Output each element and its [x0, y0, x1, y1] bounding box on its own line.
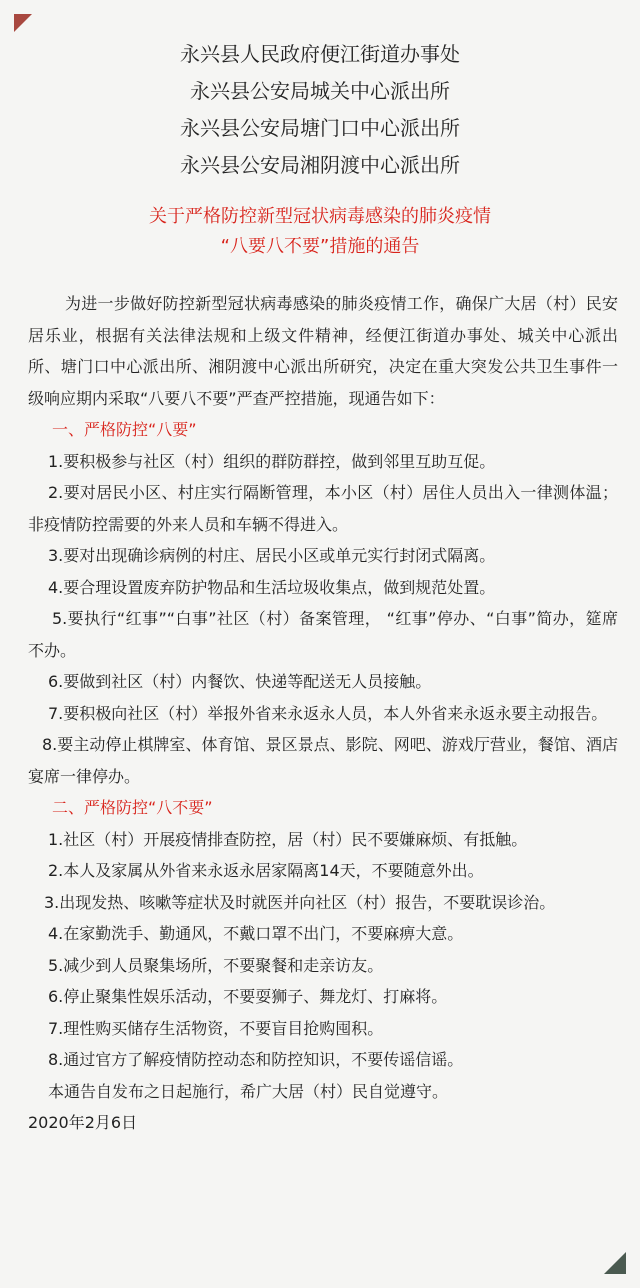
list-item: 4.要合理设置废弃防护物品和生活垃圾收集点，做到规范处置。 [48, 577, 496, 597]
issuer-line: 永兴县公安局塘门口中心派出所 [180, 116, 460, 140]
issuing-authorities [0, 36, 640, 184]
title-line-2: “八要八不要”措施的通告 [220, 236, 420, 257]
issuer-line: 永兴县人民政府便江街道办事处 [180, 42, 460, 66]
list-item: 2.本人及家属从外省来永返永居家隔离14天，不要随意外出。 [48, 861, 484, 880]
issuer-line: 永兴县公安局湘阴渡中心派出所 [180, 153, 460, 177]
publish-date: 2020年2月6日 [28, 1113, 138, 1132]
list-item: 6.停止聚集性娱乐活动，不要耍狮子、舞龙灯、打麻将。 [48, 987, 448, 1006]
section-heading-eight-musts: 一、严格防控“八要” [52, 420, 197, 439]
list-item: 8.要主动停止棋牌室、体育馆、景区景点、影院、网吧、游戏厅营业，餐馆、酒店宴席一律停办。 [28, 735, 618, 786]
corner-decoration-top-left [14, 14, 32, 32]
list-item: 6.要做到社区（村）内餐饮、快递等配送无人员接触。 [48, 672, 432, 691]
title-line-1: 关于严格防控新型冠状病毒感染的肺炎疫情 [149, 206, 491, 227]
list-item: 5.减少到人员聚集场所，不要聚餐和走亲访友。 [48, 955, 384, 975]
list-item: 7.理性购买储存生活物资，不要盲目抢购囤积。 [48, 1018, 384, 1038]
section-heading-eight-donts: 二、严格防控“八不要” [52, 798, 213, 817]
list-item: 1.要积极参与社区（村）组织的群防群控，做到邻里互助互促。 [48, 451, 496, 471]
notice-body [28, 288, 618, 1139]
list-item: 4.在家勤洗手、勤通风，不戴口罩不出门，不要麻痹大意。 [48, 924, 464, 943]
list-item: 5.要执行“红事”“白事”社区（村）备案管理， “红事”停办、“白事”简办，筵席不办。 [28, 609, 618, 660]
list-item: 3.要对出现确诊病例的村庄、居民小区或单元实行封闭式隔离。 [48, 546, 496, 565]
closing-statement: 本通告自发布之日起施行，希广大居（村）民自觉遵守。 [48, 1081, 449, 1101]
issuer-line: 永兴县公安局城关中心派出所 [190, 79, 450, 103]
list-item: 1.社区（村）开展疫情排查防控，居（村）民不要嫌麻烦、有抵触。 [48, 829, 528, 849]
list-item: 8.通过官方了解疫情防控动态和防控知识，不要传谣信谣。 [48, 1050, 464, 1069]
notice-title [0, 202, 640, 262]
list-item: 2.要对居民小区、村庄实行隔断管理，本小区（村）居住人员出入一律测体温；非疫情防控需要的外来人员和车辆不得进入。 [28, 483, 618, 534]
corner-decoration-bottom-right [604, 1252, 626, 1274]
list-item: 3.出现发热、咳嗽等症状及时就医并向社区（村）报告，不要耽误诊治。 [44, 892, 556, 912]
intro-paragraph: 为进一步做好防控新型冠状病毒感染的肺炎疫情工作，确保广大居（村）民安居乐业，根据有关法律法规和上级文件精神，经便江街道办事处、城关中心派出所、塘门口中心派出所、湘阴渡中心派出所研究，决定在重大突发公共卫生事件一级响应期内采取“八要八不要”严查严控措施，现通告如下： [28, 294, 618, 408]
list-item: 7.要积极向社区（村）举报外省来永返永人员，本人外省来永返永要主动报告。 [48, 703, 608, 723]
